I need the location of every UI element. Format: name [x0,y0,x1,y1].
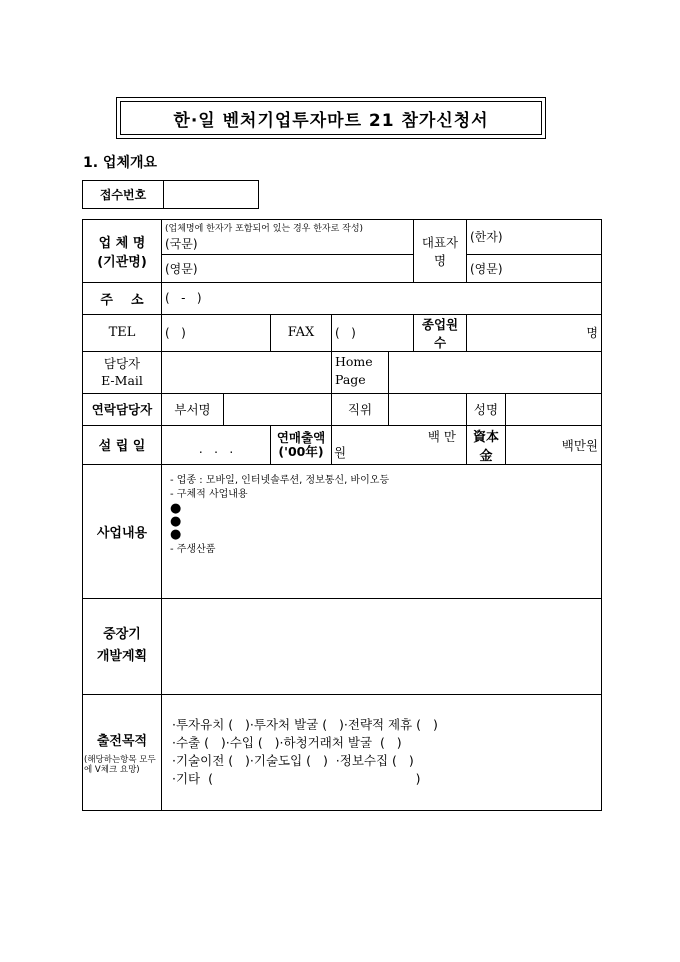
tel-label: TEL [83,314,162,351]
company-name-english-label: (영문) [165,261,198,276]
purpose-line-4[interactable]: ·기타 ( ) [172,771,421,786]
employees-label: 종업원수 [414,314,467,351]
bullet-3: ● [170,526,182,542]
plan-label [83,598,162,694]
purpose-label-cell [83,694,162,810]
company-name-english-field[interactable] [162,254,414,282]
employees-field[interactable] [467,314,602,351]
annual-sales-unit-line2: 원 [334,444,347,460]
position-field[interactable] [389,393,467,425]
representative-hanja-label: (한자) [470,230,503,245]
purpose-note: (해당하는항목 모두에 V체크 요망) [84,754,156,775]
annual-sales-field[interactable] [332,425,467,464]
purpose-line-2[interactable]: ·수출 ( )·수입 ( )·하청거래처 발굴 ( ) [172,735,402,750]
address-label: 주 소 [83,282,162,314]
employees-unit: 명 [586,326,598,340]
dept-field[interactable] [224,393,332,425]
representative-label: 대표자명 [414,220,467,283]
capital-unit: 백만원 [561,437,598,453]
annual-sales-label [271,425,332,464]
bullet-1: ● [170,500,182,516]
company-name-label [83,220,162,283]
company-name-note: (업체명에 한자가 포함되어 있는 경우 한자로 작성) [162,220,414,235]
annual-sales-label-line2: ('00年) [278,443,324,459]
plan-label-line1: 중장기 [103,627,141,642]
annual-sales-unit-line1: 백 만 [427,428,456,444]
business-field[interactable] [162,464,602,598]
homepage-label-line2: Page [335,371,366,387]
receipt-number-table [82,180,259,209]
contact-email-label-line1: 담당자 [103,356,141,371]
homepage-label [332,351,389,393]
annual-sales-label-line1: 연매출액 [276,429,326,445]
purpose-line-3[interactable]: ·기술이전 ( )·기술도입 ( ) ·정보수집 ( ) [172,753,414,768]
company-name-korean-field[interactable] [162,234,414,254]
founded-field[interactable]: . . . [162,425,271,464]
founded-label: 설 립 일 [83,425,162,464]
capital-label: 資本金 [467,425,506,464]
company-name-label-line2: (기관명) [97,254,147,270]
business-label: 사업내용 [83,464,162,598]
representative-hanja-field[interactable] [467,220,602,255]
purpose-field[interactable] [162,694,602,810]
name-field[interactable] [506,393,602,425]
capital-field[interactable] [506,425,602,464]
fax-label: FAX [271,314,332,351]
plan-label-line2: 개발계획 [96,649,148,664]
representative-english-field[interactable] [467,254,602,282]
title-box [116,97,546,139]
fax-field[interactable]: ( ) [332,314,414,351]
plan-field[interactable] [162,598,602,694]
dept-label: 부서명 [162,393,224,425]
company-name-korean-label: (국문) [165,237,198,252]
form-title: 한·일 벤처기업투자마트 21 참가신청서 [120,101,542,135]
homepage-field[interactable] [389,351,602,393]
bullet-2: ● [170,513,182,529]
receipt-number-label: 접수번호 [83,181,164,209]
purpose-line-1[interactable]: ·투자유치 ( )·투자처 발굴 ( )·전략적 제휴 ( ) [172,717,438,732]
tel-field[interactable]: ( ) [162,314,271,351]
contact-person-label: 연락담당자 [83,393,162,425]
receipt-number-field[interactable] [164,181,259,209]
name-label: 성명 [467,393,506,425]
business-detail: - 구체적 사업내용 [170,488,248,500]
purpose-label: 출전목적 [96,733,148,749]
address-field[interactable]: ( - ) [162,282,602,314]
business-products: - 주생산품 [170,543,216,555]
position-label: 직위 [332,393,389,425]
contact-email-label-line2: E-Mail [101,373,143,388]
company-name-label-line1: 업 체 명 [98,235,146,251]
company-overview-table [82,219,602,811]
business-industry: - 업종 : 모바일, 인터넷솔루션, 정보통신, 바이오등 [170,474,390,486]
homepage-label-line1: Home [335,353,373,369]
contact-email-field[interactable] [162,351,332,393]
section-heading: 1. 업체개요 [83,155,158,171]
representative-english-label: (영문) [470,261,503,276]
contact-email-label [83,351,162,393]
